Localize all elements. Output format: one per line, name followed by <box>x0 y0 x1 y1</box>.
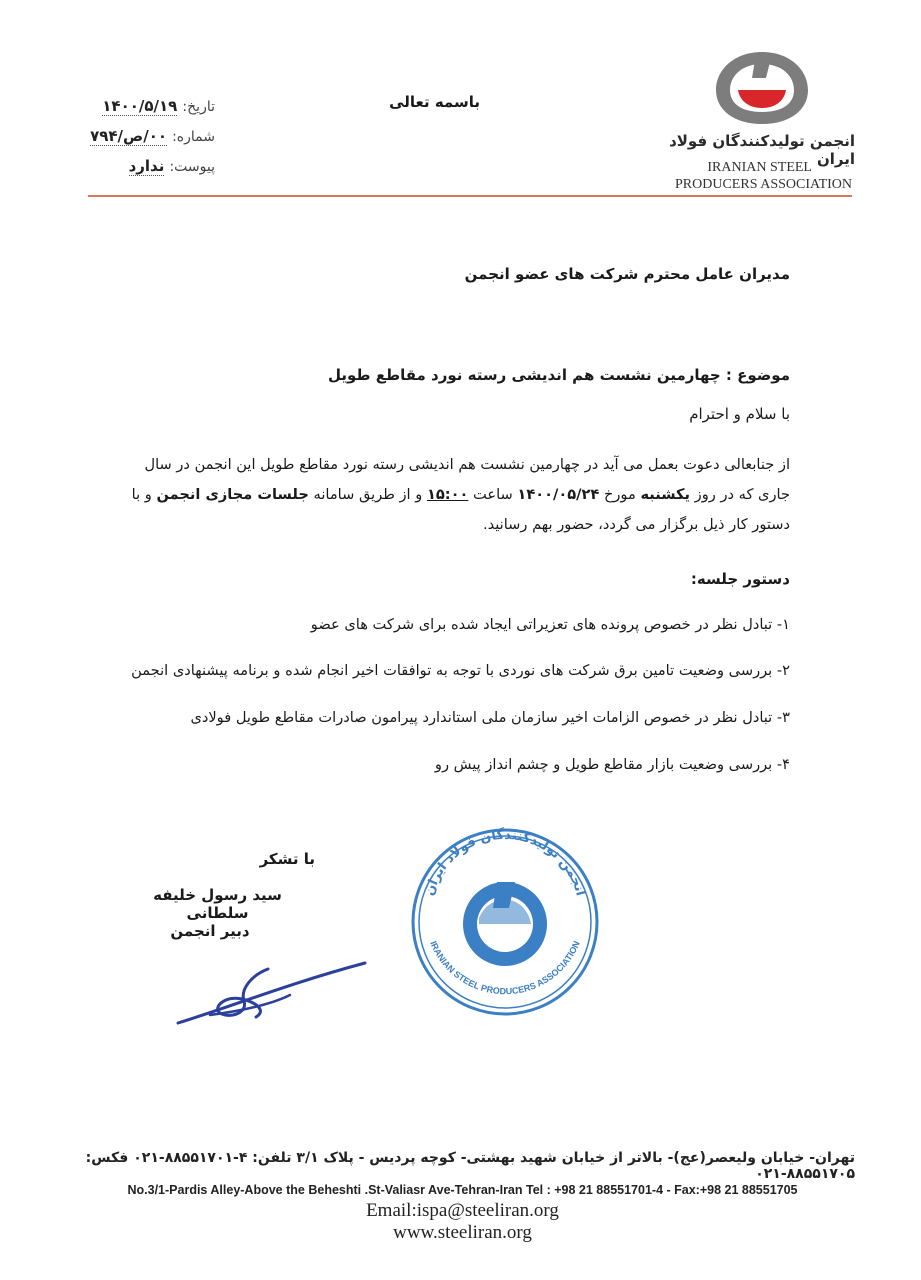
agenda-title: دستور جلسه: <box>690 570 790 588</box>
signer-title: دبیر انجمن <box>170 922 250 940</box>
attachment-label: پیوست: <box>169 159 215 175</box>
attachment-value: ندارد <box>128 157 165 175</box>
handwritten-signature-icon <box>170 955 370 1030</box>
agenda-item-4: ۴- بررسی وضعیت بازار مقاطع طویل و چشم انداز پیش رو <box>434 756 790 773</box>
bismillah-heading: باسمه تعالی <box>389 93 480 111</box>
para-part2: مورخ <box>603 486 636 503</box>
org-name-en-line1: IRANIAN STEEL <box>707 160 812 175</box>
stamp-text-en: IRANIAN STEEL PRODUCERS ASSOCIATION <box>428 939 582 997</box>
para-part1: از جنابعالی دعوت بعمل می آید در چهارمین نشست هم اندیشی رسته نورد مقاطع طویل این انجمن در سال جاری که در روز <box>144 456 790 503</box>
agenda-item-2: ۲- بررسی وضعیت تامین برق شرکت های نوردی با توجه به توافقات اخیر انجام شده و برنامه پیشنهادی انجمن <box>131 662 790 679</box>
signer-name: سید رسول خلیفه سلطانی <box>153 886 282 922</box>
footer-website[interactable]: www.steeliran.org <box>393 1222 532 1243</box>
ispa-logo-icon <box>712 48 812 128</box>
agenda-item-1: ۱- تبادل نظر در خصوص پرونده های تعزیراتی ایجاد شده برای شرکت های عضو <box>310 616 790 633</box>
footer-email[interactable]: Email:ispa@steeliran.org <box>366 1200 559 1221</box>
greeting: با سلام و احترام <box>689 405 790 423</box>
subject-line: موضوع : چهارمین نشست هم اندیشی رسته نورد مقاطع طویل <box>327 366 790 384</box>
para-part3: ساعت <box>473 486 513 503</box>
date-row <box>70 96 215 115</box>
invitation-paragraph <box>130 450 790 540</box>
para-part5: و با دستور کار ذیل برگزار می گردد، حضور بهم رسانید. <box>131 486 790 533</box>
number-value: ۰۰/ص/۷۹۴ <box>90 127 167 145</box>
para-day: یکشنبه <box>640 486 691 503</box>
salutation: مدیران عامل محترم شرکت های عضو انجمن <box>464 265 790 283</box>
closing-thanks: با تشکر <box>259 850 315 868</box>
stamp-text-fa: انجمن تولیدکنندگان فولاد ایران <box>422 827 588 898</box>
footer-address-fa: تهران- خیابان ولیعصر(عج)- بالاتر از خیابان شهید بهشتی- کوچه پردیس - پلاک ۳/۱ تلفن: ۴-۸۸۵۵۱۷۰۱-۰۲۱ فکس: ۸۸۵۵۱۷۰۵-۰۲۱ <box>85 1150 855 1182</box>
attachment-row <box>70 156 215 175</box>
date-label: تاریخ: <box>182 99 215 115</box>
org-name-en-line2: PRODUCERS ASSOCIATION <box>675 177 852 192</box>
header-divider <box>88 195 852 197</box>
para-part4: و از طریق سامانه <box>313 486 423 503</box>
footer-address-en: No.3/1-Pardis Alley-Above the Beheshti .St-Valiasr Ave-Tehran-Iran Tel : +98 21 88551701-4 - Fax:+98 21 88551705 <box>127 1183 798 1197</box>
para-time: ۱۵:۰۰ <box>426 486 469 503</box>
agenda-item-3: ۳- تبادل نظر در خصوص الزامات اخیر سازمان ملی استاندارد پیرامون صادرات مقاطع طویل فولادی <box>190 709 790 726</box>
para-system: جلسات مجازی انجمن <box>156 486 309 503</box>
date-value: ۱۴۰۰/۵/۱۹ <box>102 97 178 115</box>
association-stamp-icon <box>405 820 605 1020</box>
org-name-fa: انجمن تولیدکنندگان فولاد ایران <box>669 132 855 168</box>
number-label: شماره: <box>172 129 215 145</box>
para-date: ۱۴۰۰/۰۵/۲۴ <box>517 486 600 503</box>
number-row <box>70 126 215 145</box>
